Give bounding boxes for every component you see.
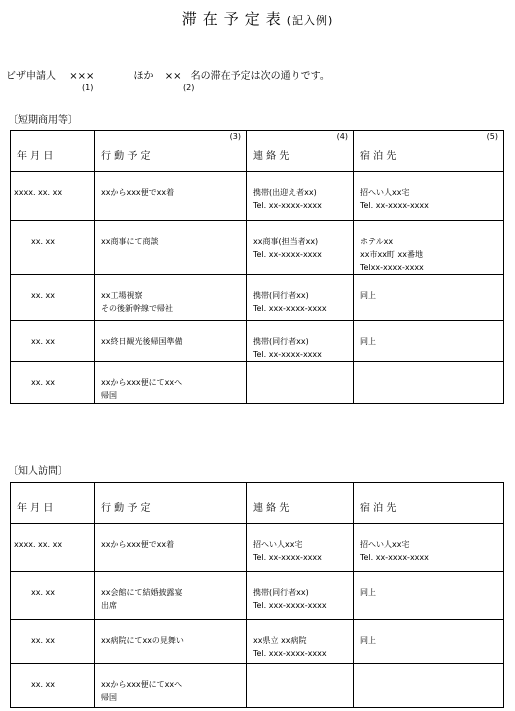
cell-action-line: 帰国 (101, 391, 117, 400)
cell-action-line: xxからxxx便でxx着 (101, 540, 175, 549)
cell-contact-line: Tel. xxx-xxxx-xxxx (253, 649, 327, 658)
cell-contact-line: Tel. xx-xxxx-xxxx (253, 250, 322, 259)
header-contact: 連 絡 先 (247, 483, 354, 524)
cell-action (95, 321, 247, 362)
header-lodging: 宿 泊 先 (5) (354, 131, 504, 172)
cell-date-line: xx. xx (31, 636, 56, 645)
cell-lodging (354, 572, 504, 620)
cell-date-line: xx. xx (31, 680, 56, 689)
cell-action (95, 620, 247, 664)
cell-action-line: xx工場視察 (101, 291, 143, 300)
cell-lodging-line: 同上 (360, 337, 376, 346)
table-row (11, 362, 504, 404)
cell-contact (247, 524, 354, 572)
header-date: 年 月 日 (11, 131, 95, 172)
schedule-table (10, 130, 504, 404)
cell-date-line: xx. xx (31, 378, 56, 387)
section-label: 〔短期商用等〕 (8, 115, 78, 126)
cell-date-line: xx. xx (31, 291, 56, 300)
cell-action (95, 275, 247, 321)
cell-lodging-line: Telxx-xxxx-xxxx (360, 263, 424, 272)
header-action: 行 動 予 定 (3) (95, 131, 247, 172)
cell-contact (247, 362, 354, 404)
intro-line (6, 67, 330, 82)
table-row (11, 321, 504, 362)
table-row (11, 172, 504, 221)
schedule-table (10, 482, 504, 708)
cell-lodging (354, 664, 504, 708)
cell-lodging (354, 275, 504, 321)
cell-action-line: 帰国 (101, 693, 117, 702)
cell-contact (247, 275, 354, 321)
cell-contact (247, 620, 354, 664)
cell-date (11, 572, 95, 620)
cell-contact (247, 221, 354, 275)
table-header-row (11, 131, 504, 172)
cell-action (95, 362, 247, 404)
cell-date-line: xx. xx (31, 237, 56, 246)
cell-action-line: xxからxxx便にてxxへ (101, 378, 183, 387)
header-date: 年 月 日 (11, 483, 95, 524)
cell-lodging-line: 同上 (360, 588, 376, 597)
cell-date-line: xx. xx (31, 337, 56, 346)
cell-date-line: xxxx. xx. xx (14, 188, 63, 197)
mark-3: (3) (229, 132, 241, 141)
cell-contact-line: xx商事(担当者xx) (253, 237, 319, 246)
cell-contact-line: 携帯(同行者xx) (253, 588, 309, 597)
cell-action-line: その後新幹線で帰社 (101, 304, 173, 313)
table-row (11, 524, 504, 572)
cell-contact-line: 携帯(同行者xx) (253, 337, 309, 346)
cell-action (95, 221, 247, 275)
cell-lodging-line: 同上 (360, 291, 376, 300)
cell-contact-line: Tel. xx-xxxx-xxxx (253, 201, 322, 210)
cell-contact-line: 招へい人xx宅 (253, 540, 303, 549)
cell-contact (247, 572, 354, 620)
header-lodging: 宿 泊 先 (354, 483, 504, 524)
table-row (11, 221, 504, 275)
cell-action-line: xx商事にて商談 (101, 237, 159, 246)
intro-sentence: 名の滞在予定は次の通りです。 (190, 71, 330, 82)
cell-action-line: xx会館にて結婚披露宴 (101, 588, 183, 597)
cell-action (95, 664, 247, 708)
applicant-label: ビザ申請人 (6, 71, 56, 82)
cell-action-line: 出席 (101, 601, 117, 610)
cell-action (95, 524, 247, 572)
cell-lodging (354, 321, 504, 362)
cell-contact-line: xx県立 xx病院 (253, 636, 307, 645)
cell-lodging (354, 620, 504, 664)
mark-4: (4) (336, 132, 348, 141)
cell-lodging-line: Tel. xx-xxxx-xxxx (360, 201, 429, 210)
mark-5: (5) (486, 132, 498, 141)
cell-contact-line: Tel. xxx-xxxx-xxxx (253, 601, 327, 610)
cell-date (11, 620, 95, 664)
header-contact: 連 絡 先 (4) (247, 131, 354, 172)
cell-action-line: xxからxxx便にてxxへ (101, 680, 183, 689)
cell-lodging-line: ホテルxx (360, 237, 394, 246)
cell-date (11, 221, 95, 275)
cell-action (95, 172, 247, 221)
cell-lodging-line: 同上 (360, 636, 376, 645)
title-sub: (記入例) (286, 14, 334, 27)
cell-action (95, 572, 247, 620)
table-row (11, 572, 504, 620)
cell-lodging (354, 172, 504, 221)
cell-contact (247, 321, 354, 362)
intro-count: ×× (164, 71, 182, 82)
cell-contact-line: 携帯(出迎え者xx) (253, 188, 317, 197)
table-row (11, 620, 504, 664)
cell-action-line: xx終日観光後帰国準備 (101, 337, 183, 346)
section-label: 〔知人訪問〕 (8, 466, 68, 477)
cell-lodging (354, 524, 504, 572)
cell-date (11, 664, 95, 708)
cell-contact-line: Tel. xx-xxxx-xxxx (253, 553, 322, 562)
cell-date (11, 275, 95, 321)
title-main: 滞在予定表 (181, 10, 287, 28)
table-row (11, 275, 504, 321)
cell-action-line: xx病院にてxxの見舞い (101, 636, 184, 645)
cell-lodging (354, 221, 504, 275)
cell-contact (247, 664, 354, 708)
cell-date (11, 524, 95, 572)
mark-2: (2) (183, 83, 195, 92)
table-row (11, 664, 504, 708)
cell-contact-line: Tel. xxx-xxxx-xxxx (253, 304, 327, 313)
cell-date (11, 172, 95, 221)
cell-lodging-line: xx市xx町 xx番地 (360, 250, 423, 259)
cell-date-line: xxxx. xx. xx (14, 540, 63, 549)
cell-lodging-line: Tel. xx-xxxx-xxxx (360, 553, 429, 562)
cell-lodging-line: 招へい人xx宅 (360, 188, 410, 197)
page-title (0, 8, 515, 29)
mark-1: (1) (82, 83, 94, 92)
cell-contact-line: 携帯(同行者xx) (253, 291, 309, 300)
cell-action-line: xxからxxx便でxx着 (101, 188, 175, 197)
cell-date-line: xx. xx (31, 588, 56, 597)
cell-contact-line: Tel. xx-xxxx-xxxx (253, 350, 322, 359)
applicant-name: ××× (69, 71, 95, 82)
header-action: 行 動 予 定 (95, 483, 247, 524)
table-header-row (11, 483, 504, 524)
cell-date (11, 362, 95, 404)
cell-date (11, 321, 95, 362)
cell-lodging-line: 招へい人xx宅 (360, 540, 410, 549)
intro-others: ほか (133, 71, 154, 82)
cell-contact (247, 172, 354, 221)
cell-lodging (354, 362, 504, 404)
